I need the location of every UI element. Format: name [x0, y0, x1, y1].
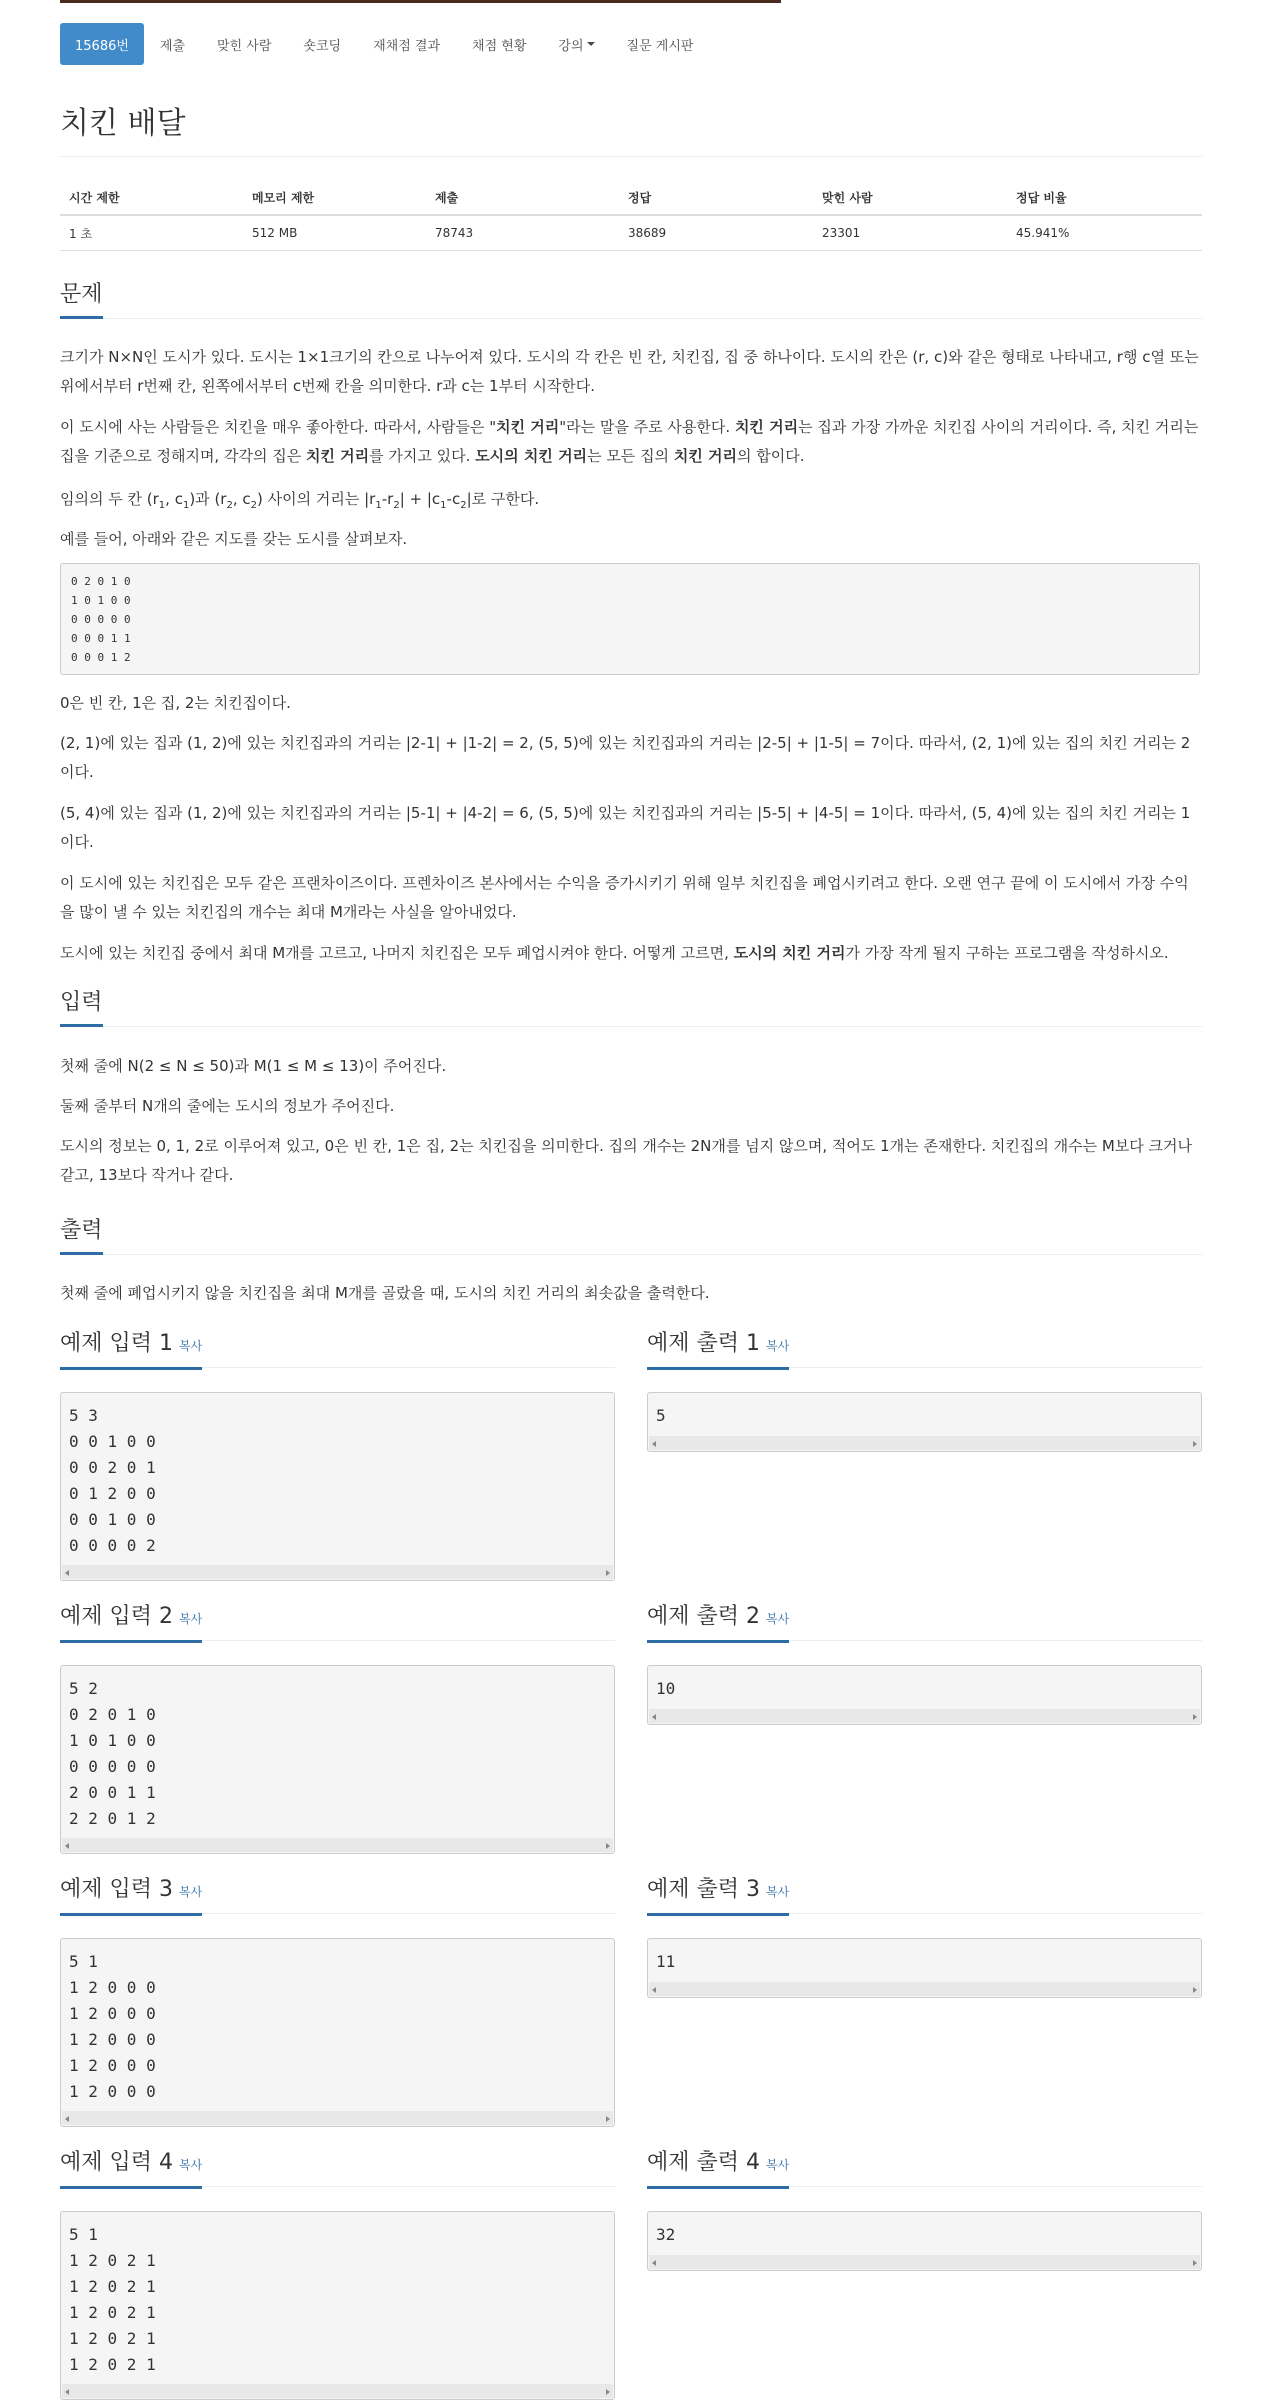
problem-section-title: 문제: [60, 278, 103, 319]
sample-output-4-box[interactable]: [647, 2211, 1202, 2271]
horizontal-scrollbar[interactable]: [649, 2255, 1200, 2269]
scroll-left-icon[interactable]: [652, 1441, 656, 1447]
input-paragraph-2: 둘째 줄부터 N개의 줄에는 도시의 정보가 주어진다.: [60, 1097, 395, 1115]
problem-paragraph-8: 이 도시에 있는 치킨집은 모두 같은 프랜차이즈이다. 프렌차이즈 본사에서는 수익을 증가시키기 위해 일부 치킨집을 폐업시키려고 한다. 오랜 연구 끝에 이 도시에서 가장 수익을 많이 낼 수 있는 치킨집의 개수는 최대 M개라는 사실을 알아내었다.: [60, 874, 1189, 921]
copy-sample-input-1-button[interactable]: 복사: [179, 1339, 203, 1353]
tab-question-board[interactable]: 질문 게시판: [626, 38, 694, 54]
horizontal-scrollbar[interactable]: [649, 1436, 1200, 1450]
problem-paragraph-2: [60, 413, 1202, 471]
problem-p2-bold-d: 치킨 거리: [734, 418, 799, 436]
p9-b: 도시의 치킨 거리: [733, 944, 846, 962]
problem-p2-bold-j: 치킨 거리: [673, 447, 738, 465]
scroll-right-icon[interactable]: [1193, 2260, 1197, 2266]
sample-input-4-title: [60, 2146, 202, 2189]
title-divider: [60, 156, 1202, 157]
example-map-block: 0 2 0 1 0 1 0 1 0 0 0 0 0 0 0 0 0 0 1 1 0 0 0 1 2: [60, 563, 1200, 675]
horizontal-scrollbar[interactable]: [62, 2111, 613, 2125]
problem-p2-text-e: 는 집과 가장 가까운 치킨집 사이의 거리이다. 즉, 치킨 거리는 집을 기준으로 정해지며, 각각의 집은: [60, 418, 1199, 465]
scroll-left-icon[interactable]: [65, 2116, 69, 2122]
horizontal-scrollbar[interactable]: [62, 1565, 613, 1579]
tab-lectures-dropdown[interactable]: [542, 23, 610, 65]
p3-n: 1: [440, 500, 447, 511]
sample-input-3-title: [60, 1873, 202, 1916]
header-image-strip: [60, 0, 781, 3]
scroll-right-icon[interactable]: [606, 2116, 610, 2122]
sample-output-3-text: 11: [656, 1952, 676, 1971]
info-header-memory-limit: 메모리 제한: [243, 180, 426, 215]
sample-input-1-box[interactable]: [60, 1392, 615, 1581]
sample-input-2-title-text: 예제 입력 2: [60, 1604, 173, 1629]
sample-output-4-title-text: 예제 출력 4: [647, 2150, 760, 2175]
p3-o: -c: [446, 490, 461, 508]
p3-j: 1: [375, 500, 382, 511]
scroll-right-icon[interactable]: [606, 2389, 610, 2395]
problem-p2-text-c: "라는 말을 주로 사용한다.: [559, 418, 735, 436]
p3-e: )과 (r: [189, 490, 227, 508]
sample-input-1-header: [60, 1327, 615, 1368]
p3-d: 1: [182, 500, 190, 511]
p3-g: , c: [232, 490, 251, 508]
caret-down-icon: [587, 42, 595, 46]
problem-paragraph-5: 0은 빈 칸, 1은 집, 2는 치킨집이다.: [60, 694, 291, 712]
sample-input-3-text: 5 1 1 2 0 0 0 1 2 0 0 0 1 2 0 0 0 1 2 0 0 0 1 2 0 0 0: [69, 1952, 156, 2101]
page-title: 치킨 배달: [60, 106, 186, 141]
sample-input-1-title-text: 예제 입력 1: [60, 1331, 173, 1356]
info-solvers: 23301: [813, 215, 1007, 251]
input-paragraph-3: 도시의 정보는 0, 1, 2로 이루어져 있고, 0은 빈 칸, 1은 집, 2는 치킨집을 의미한다. 집의 개수는 2N개를 넘지 않으며, 적어도 1개는 존재한다. 치킨집의 개수는 M보다 크거나 같고, 13보다 작거나 같다.: [60, 1137, 1193, 1184]
scroll-right-icon[interactable]: [1193, 1987, 1197, 1993]
info-value-row: [60, 215, 1202, 251]
problem-p2-bold-b: 치킨 거리: [496, 418, 560, 436]
problem-info-table: [60, 180, 1202, 251]
problem-paragraph-3: [60, 485, 1202, 520]
p3-p: 2: [460, 500, 467, 511]
problem-paragraph-9: [60, 939, 1202, 968]
scroll-left-icon[interactable]: [65, 1843, 69, 1849]
sample-input-3-box[interactable]: [60, 1938, 615, 2127]
problem-p2-text-g: 를 가지고 있다.: [369, 447, 476, 465]
tab-rejudge-results[interactable]: 재채점 결과: [373, 38, 441, 54]
scroll-right-icon[interactable]: [1193, 1714, 1197, 1720]
scroll-left-icon[interactable]: [652, 1987, 656, 1993]
sample-input-2-title: [60, 1600, 202, 1643]
info-header-submissions: 제출: [426, 180, 619, 215]
horizontal-scrollbar[interactable]: [649, 1982, 1200, 1996]
sample-output-4-title: [647, 2146, 789, 2189]
input-paragraph-1: 첫째 줄에 N(2 ≤ N ≤ 50)과 M(1 ≤ M ≤ 13)이 주어진다.: [60, 1057, 447, 1075]
copy-sample-output-1-button[interactable]: 복사: [766, 1339, 790, 1353]
info-header-time-limit: 시간 제한: [60, 180, 243, 215]
p3-k: -r: [381, 490, 394, 508]
sample-output-1-title-text: 예제 출력 1: [647, 1331, 760, 1356]
tab-status[interactable]: 채점 현황: [472, 38, 527, 54]
output-section-title: 출력: [60, 1214, 103, 1255]
tab-submit[interactable]: 제출: [159, 38, 186, 54]
horizontal-scrollbar[interactable]: [649, 1709, 1200, 1723]
tab-problem-number[interactable]: 15686번: [60, 23, 144, 65]
info-header-row: [60, 180, 1202, 215]
copy-sample-output-4-button[interactable]: 복사: [766, 2158, 790, 2172]
info-header-accept-ratio: 정답 비율: [1007, 180, 1202, 215]
copy-sample-output-3-button[interactable]: 복사: [766, 1885, 790, 1899]
info-accepted: 38689: [619, 215, 813, 251]
sample-input-4-title-text: 예제 입력 4: [60, 2150, 173, 2175]
sample-output-3-title-text: 예제 출력 3: [647, 1877, 760, 1902]
sample-output-2-header: [647, 1600, 1202, 1641]
tab-short-coding[interactable]: 숏코딩: [303, 38, 342, 54]
copy-sample-input-4-button[interactable]: 복사: [179, 2158, 203, 2172]
problem-p2-bold-f: 치킨 거리: [305, 447, 370, 465]
sample-output-4-header: [647, 2146, 1202, 2187]
sample-input-2-header: [60, 1600, 615, 1641]
copy-sample-input-2-button[interactable]: 복사: [179, 1612, 203, 1626]
scroll-right-icon[interactable]: [606, 1570, 610, 1576]
p3-a: 임의의 두 칸 (r: [60, 490, 159, 508]
info-header-solvers: 맞힌 사람: [813, 180, 1007, 215]
p3-q: |로 구한다.: [466, 490, 540, 508]
copy-sample-input-3-button[interactable]: 복사: [179, 1885, 203, 1899]
sample-output-1-text: 5: [656, 1406, 666, 1425]
sample-input-2-box[interactable]: [60, 1665, 615, 1854]
problem-paragraph-1: 크기가 N×N인 도시가 있다. 도시는 1×1크기의 칸으로 나누어져 있다. 도시의 각 칸은 빈 칸, 치킨집, 집 중 하나이다. 도시의 칸은 (r, c)와 같은 형태로 나타내고, r행 c열 또는 위에서부터 r번째 칸, 왼쪽에서부터 c번째 칸을 의미한다. r과 c는 1부터 시작한다.: [60, 348, 1199, 395]
sample-input-4-header: [60, 2146, 615, 2187]
sample-output-2-title: [647, 1600, 789, 1643]
sample-output-1-title: [647, 1327, 789, 1370]
sample-output-4-text: 32: [656, 2225, 676, 2244]
info-accept-ratio: 45.941%: [1007, 215, 1202, 251]
sample-output-1-box[interactable]: [647, 1392, 1202, 1452]
p3-f: 2: [226, 500, 233, 511]
p9-c: 가 가장 작게 될지 구하는 프로그램을 작성하시오.: [845, 944, 1169, 962]
problem-paragraph-7: (5, 4)에 있는 집과 (1, 2)에 있는 치킨집과의 거리는 |5-1| + |4-2| = 6, (5, 5)에 있는 치킨집과의 거리는 |5-5| + |4-5| = 1이다. 따라서, (5, 4)에 있는 집의 치킨 거리는 1이다.: [60, 804, 1191, 851]
problem-section-header: [60, 278, 1202, 319]
problem-p2-bold-h: 도시의 치킨 거리: [475, 447, 588, 465]
scroll-left-icon[interactable]: [65, 1570, 69, 1576]
scroll-left-icon[interactable]: [652, 2260, 656, 2266]
p3-i: ) 사이의 거리는 |r: [257, 490, 376, 508]
sample-output-3-title: [647, 1873, 789, 1916]
scroll-right-icon[interactable]: [1193, 1441, 1197, 1447]
sample-output-2-box[interactable]: [647, 1665, 1202, 1725]
tab-lectures-label: 강의: [558, 38, 584, 54]
scroll-right-icon[interactable]: [606, 1843, 610, 1849]
scroll-left-icon[interactable]: [65, 2389, 69, 2395]
p9-a: 도시에 있는 치킨집 중에서 최대 M개를 고르고, 나머지 치킨집은 모두 폐업시켜야 한다. 어떻게 고르면,: [60, 944, 734, 962]
sample-input-4-box[interactable]: [60, 2211, 615, 2400]
info-memory-limit: 512 MB: [243, 215, 426, 251]
sample-output-1-header: [647, 1327, 1202, 1368]
sample-input-3-title-text: 예제 입력 3: [60, 1877, 173, 1902]
sample-output-3-box[interactable]: [647, 1938, 1202, 1998]
horizontal-scrollbar[interactable]: [62, 1838, 613, 1852]
problem-nav-tabs: [60, 23, 709, 65]
sample-input-3-header: [60, 1873, 615, 1914]
input-section-title: 입력: [60, 986, 103, 1027]
copy-sample-output-2-button[interactable]: 복사: [766, 1612, 790, 1626]
p3-h: 2: [250, 500, 258, 511]
tab-solvers[interactable]: 맞힌 사람: [217, 38, 272, 54]
p3-c: , c: [165, 490, 183, 508]
sample-output-2-text: 10: [656, 1679, 676, 1698]
p3-b: 1: [158, 500, 166, 511]
output-section-header: [60, 1214, 1202, 1255]
sample-input-1-title: [60, 1327, 202, 1370]
problem-p2-text-k: 의 합이다.: [737, 447, 805, 465]
problem-p2-text-i: 는 모든 집의: [587, 447, 674, 465]
problem-paragraph-4: 예를 들어, 아래와 같은 지도를 갖는 도시를 살펴보자.: [60, 530, 408, 548]
input-section-header: [60, 986, 1202, 1027]
problem-paragraph-6: (2, 1)에 있는 집과 (1, 2)에 있는 치킨집과의 거리는 |2-1| + |1-2| = 2, (5, 5)에 있는 치킨집과의 거리는 |2-5| + |1-5| = 7이다. 따라서, (2, 1)에 있는 집의 치킨 거리는 2이다.: [60, 734, 1191, 781]
horizontal-scrollbar[interactable]: [62, 2384, 613, 2398]
sample-output-2-title-text: 예제 출력 2: [647, 1604, 760, 1629]
p3-l: 2: [393, 500, 400, 511]
output-paragraph-1: 첫째 줄에 폐업시키지 않을 치킨집을 최대 M개를 골랐을 때, 도시의 치킨 거리의 최솟값을 출력한다.: [60, 1284, 710, 1302]
p3-m: | + |c: [399, 490, 441, 508]
problem-p2-text-a: 이 도시에 사는 사람들은 치킨을 매우 좋아한다. 따라서, 사람들은 ": [60, 418, 497, 436]
sample-input-1-text: 5 3 0 0 1 0 0 0 0 2 0 1 0 1 2 0 0 0 0 1 0 0 0 0 0 0 2: [69, 1406, 156, 1555]
sample-input-2-text: 5 2 0 2 0 1 0 1 0 1 0 0 0 0 0 0 0 2 0 0 1 1 2 2 0 1 2: [69, 1679, 156, 1828]
info-submissions: 78743: [426, 215, 619, 251]
scroll-left-icon[interactable]: [652, 1714, 656, 1720]
info-header-accepted: 정답: [619, 180, 813, 215]
info-time-limit: 1 초: [60, 215, 243, 251]
sample-output-3-header: [647, 1873, 1202, 1914]
sample-input-4-text: 5 1 1 2 0 2 1 1 2 0 2 1 1 2 0 2 1 1 2 0 2 1 1 2 0 2 1: [69, 2225, 156, 2374]
